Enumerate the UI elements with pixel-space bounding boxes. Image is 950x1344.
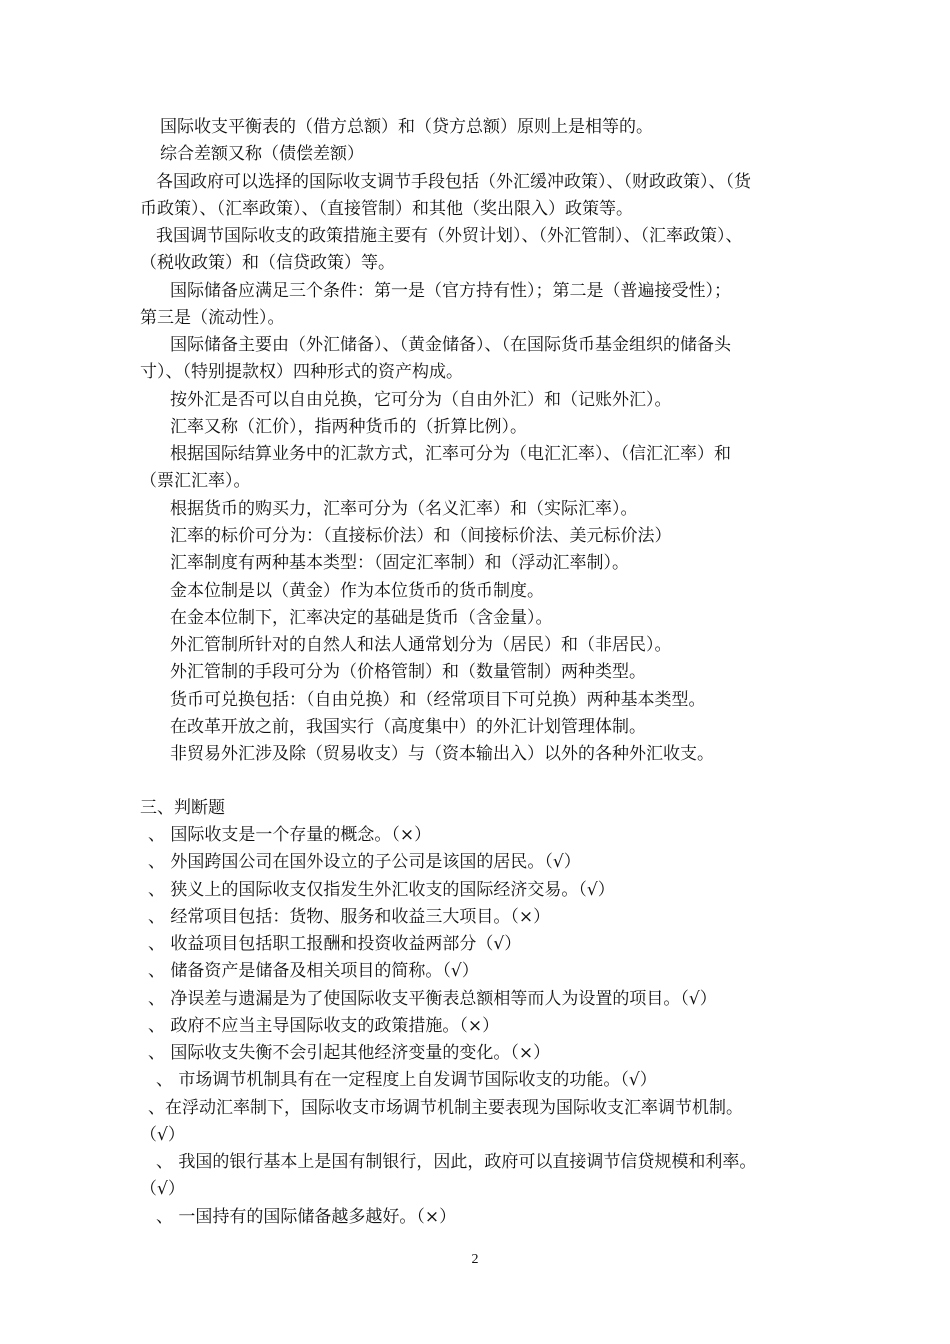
fill-in-line: 非贸易外汇涉及除（贸易收支）与（资本输出入）以外的各种外汇收支。 xyxy=(170,744,714,764)
fill-in-line: 金本位制是以（黄金）作为本位货币的货币制度。 xyxy=(170,581,544,601)
fill-in-line: 外汇管制的手段可分为（价格管制）和（数量管制）两种类型。 xyxy=(170,662,646,682)
fill-in-line: 各国政府可以选择的国际收支调节手段包括（外汇缓冲政策）、（财政政策）、（货 xyxy=(156,172,751,192)
fill-in-line: 汇率又称（汇价），指两种货币的（折算比例）。 xyxy=(170,417,527,437)
fill-in-line: 货币可兑换包括：（自由兑换）和（经常项目下可兑换）两种基本类型。 xyxy=(170,690,706,710)
judgment-line: 、 市场调节机制具有在一定程度上自发调节国际收支的功能。（√） xyxy=(156,1070,657,1090)
fill-in-line: 外汇管制所针对的自然人和法人通常划分为（居民）和（非居民）。 xyxy=(170,635,672,655)
judgment-line: 、 外国跨国公司在国外设立的子公司是该国的居民。（√） xyxy=(148,852,581,872)
fill-in-line: 国际储备应满足三个条件：第一是（官方持有性）；第二是（普遍接受性）； xyxy=(170,281,731,301)
fill-in-line: （税收政策）和（信贷政策）等。 xyxy=(140,253,395,273)
judgment-line: 、 储备资产是储备及相关项目的简称。（√） xyxy=(148,961,479,981)
judgment-line: 、 国际收支失衡不会引起其他经济变量的变化。（×） xyxy=(148,1043,551,1063)
fill-in-line: 我国调节国际收支的政策措施主要有（外贸计划）、（外汇管制）、（汇率政策）、 xyxy=(156,226,743,246)
judgment-line: 、 经常项目包括：货物、服务和收益三大项目。（×） xyxy=(148,907,551,927)
judgment-line: 、 一国持有的国际储备越多越好。（×） xyxy=(156,1207,457,1227)
fill-in-line: 第三是（流动性）。 xyxy=(140,308,285,328)
judgment-line: （√） xyxy=(140,1125,185,1145)
fill-in-line: 汇率制度有两种基本类型：（固定汇率制）和（浮动汇率制）。 xyxy=(170,553,629,573)
fill-in-line: 币政策）、（汇率政策）、（直接管制）和其他（奖出限入）政策等。 xyxy=(140,199,633,219)
judgment-line: 、 净误差与遗漏是为了使国际收支平衡表总额相等而人为设置的项目。（√） xyxy=(148,989,717,1009)
fill-in-line: 汇率的标价可分为：（直接标价法）和（间接标价法、美元标价法） xyxy=(170,526,672,546)
fill-in-line: 按外汇是否可以自由兑换，它可分为（自由外汇）和（记账外汇）。 xyxy=(170,390,672,410)
judgment-line: 、 政府不应当主导国际收支的政策措施。（×） xyxy=(148,1016,500,1036)
fill-in-line: 国际储备主要由（外汇储备）、（黄金储备）、（在国际货币基金组织的储备头 xyxy=(170,335,731,355)
fill-in-line: 根据货币的购买力，汇率可分为（名义汇率）和（实际汇率）。 xyxy=(170,499,638,519)
judgment-line: 、 狭义上的国际收支仅指发生外汇收支的国际经济交易。（√） xyxy=(148,880,615,900)
fill-in-line: 在金本位制下，汇率决定的基础是货币（含金量）。 xyxy=(170,608,553,628)
judgment-line: 、 国际收支是一个存量的概念。（×） xyxy=(148,825,432,845)
fill-in-line: 根据国际结算业务中的汇款方式，汇率可分为（电汇汇率）、（信汇汇率）和 xyxy=(170,444,731,464)
judgment-line: 、在浮动汇率制下，国际收支市场调节机制主要表现为国际收支汇率调节机制。 xyxy=(148,1098,743,1118)
fill-in-line: （票汇汇率）。 xyxy=(140,471,251,491)
fill-in-line: 国际收支平衡表的（借方总额）和（贷方总额）原则上是相等的。 xyxy=(160,117,653,137)
page-number: 2 xyxy=(471,1252,479,1267)
judgment-line: 、 我国的银行基本上是国有制银行，因此，政府可以直接调节信贷规模和利率。 xyxy=(156,1152,757,1172)
fill-in-line: 寸）、（特别提款权）四种形式的资产构成。 xyxy=(140,362,463,382)
fill-in-line: 在改革开放之前，我国实行（高度集中）的外汇计划管理体制。 xyxy=(170,717,646,737)
fill-in-line: 综合差额又称（债偿差额） xyxy=(160,144,364,164)
judgment-line: 、 收益项目包括职工报酬和投资收益两部分（√） xyxy=(148,934,522,954)
judgment-line: （√） xyxy=(140,1179,185,1199)
section-heading: 三、判断题 xyxy=(140,798,225,818)
